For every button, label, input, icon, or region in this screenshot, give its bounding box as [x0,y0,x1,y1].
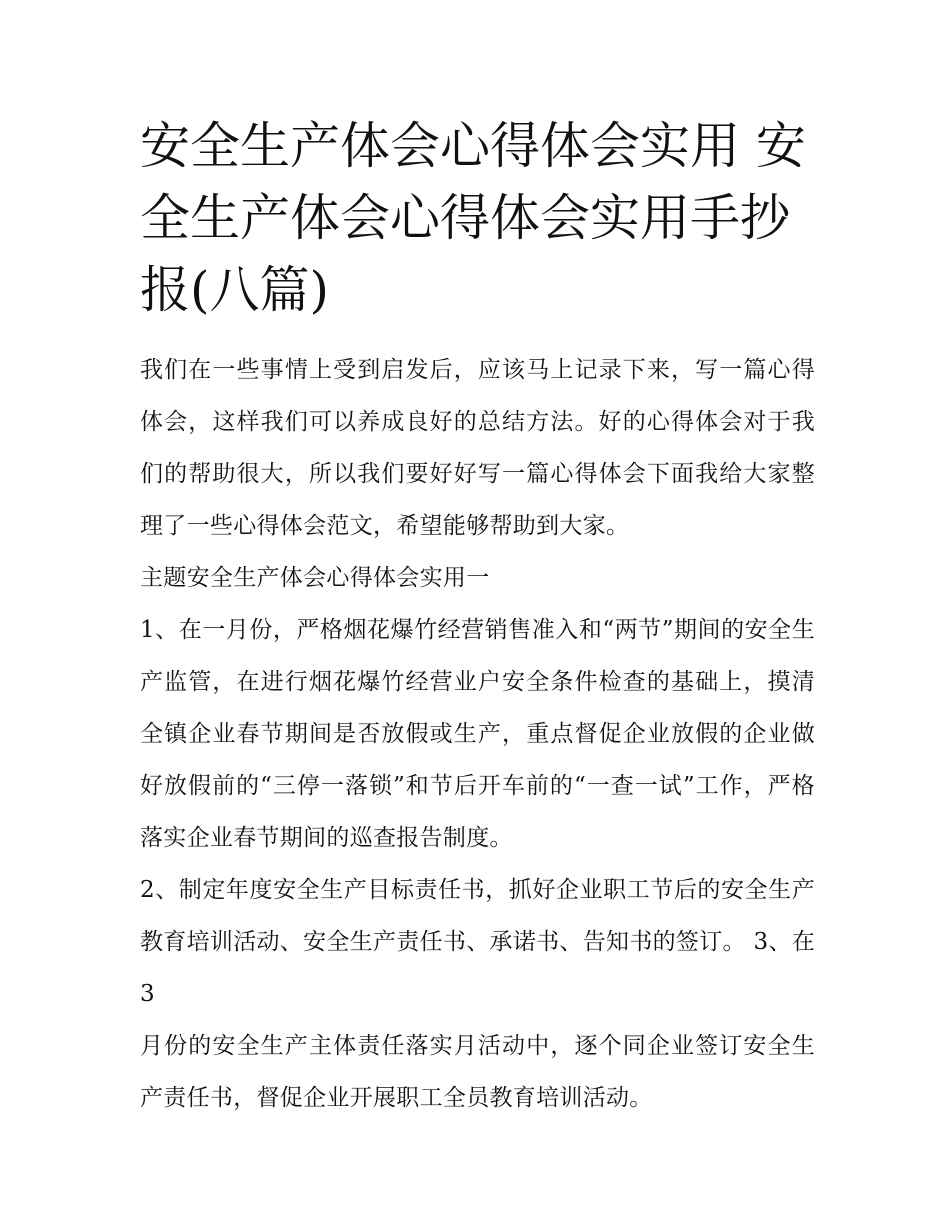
document-title: 安全生产体会心得体会实用 安全生产体会心得体会实用手抄报(八篇) [140,117,806,319]
document-page [140,110,815,1124]
section-heading: 主题安全生产体会心得体会实用一 [140,565,490,591]
body-paragraph: 月份的安全生产主体责任落实月活动中，逐个同企业签订安全生产责任书，督促企业开展职工全员教育培训活动。 [140,1033,815,1111]
intro-paragraph: 我们在一些事情上受到启发后，应该马上记录下来，写一篇心得体会，这样我们可以养成良好的总结方法。好的心得体会对于我们的帮助很大，所以我们要好好写一篇心得体会下面我给大家整理了一些心得体会范文，希望能够帮助到大家。 [140,357,815,539]
body-paragraph: 2、制定年度安全生产目标责任书，抓好企业职工节后的安全生产教育培训活动、安全生产责任书、承诺书、告知书的签订。 3、在3 [140,877,815,1007]
body-paragraph: 1、在一月份，严格烟花爆竹经营销售准入和“两节”期间的安全生产监管，在进行烟花爆竹经营业户安全条件检查的基础上，摸清全镇企业春节期间是否放假或生产，重点督促企业放假的企业做好放假前的“三停一落锁”和节后开车前的“一查一试”工作，严格落实企业春节期间的巡查报告制度。 [140,617,815,851]
